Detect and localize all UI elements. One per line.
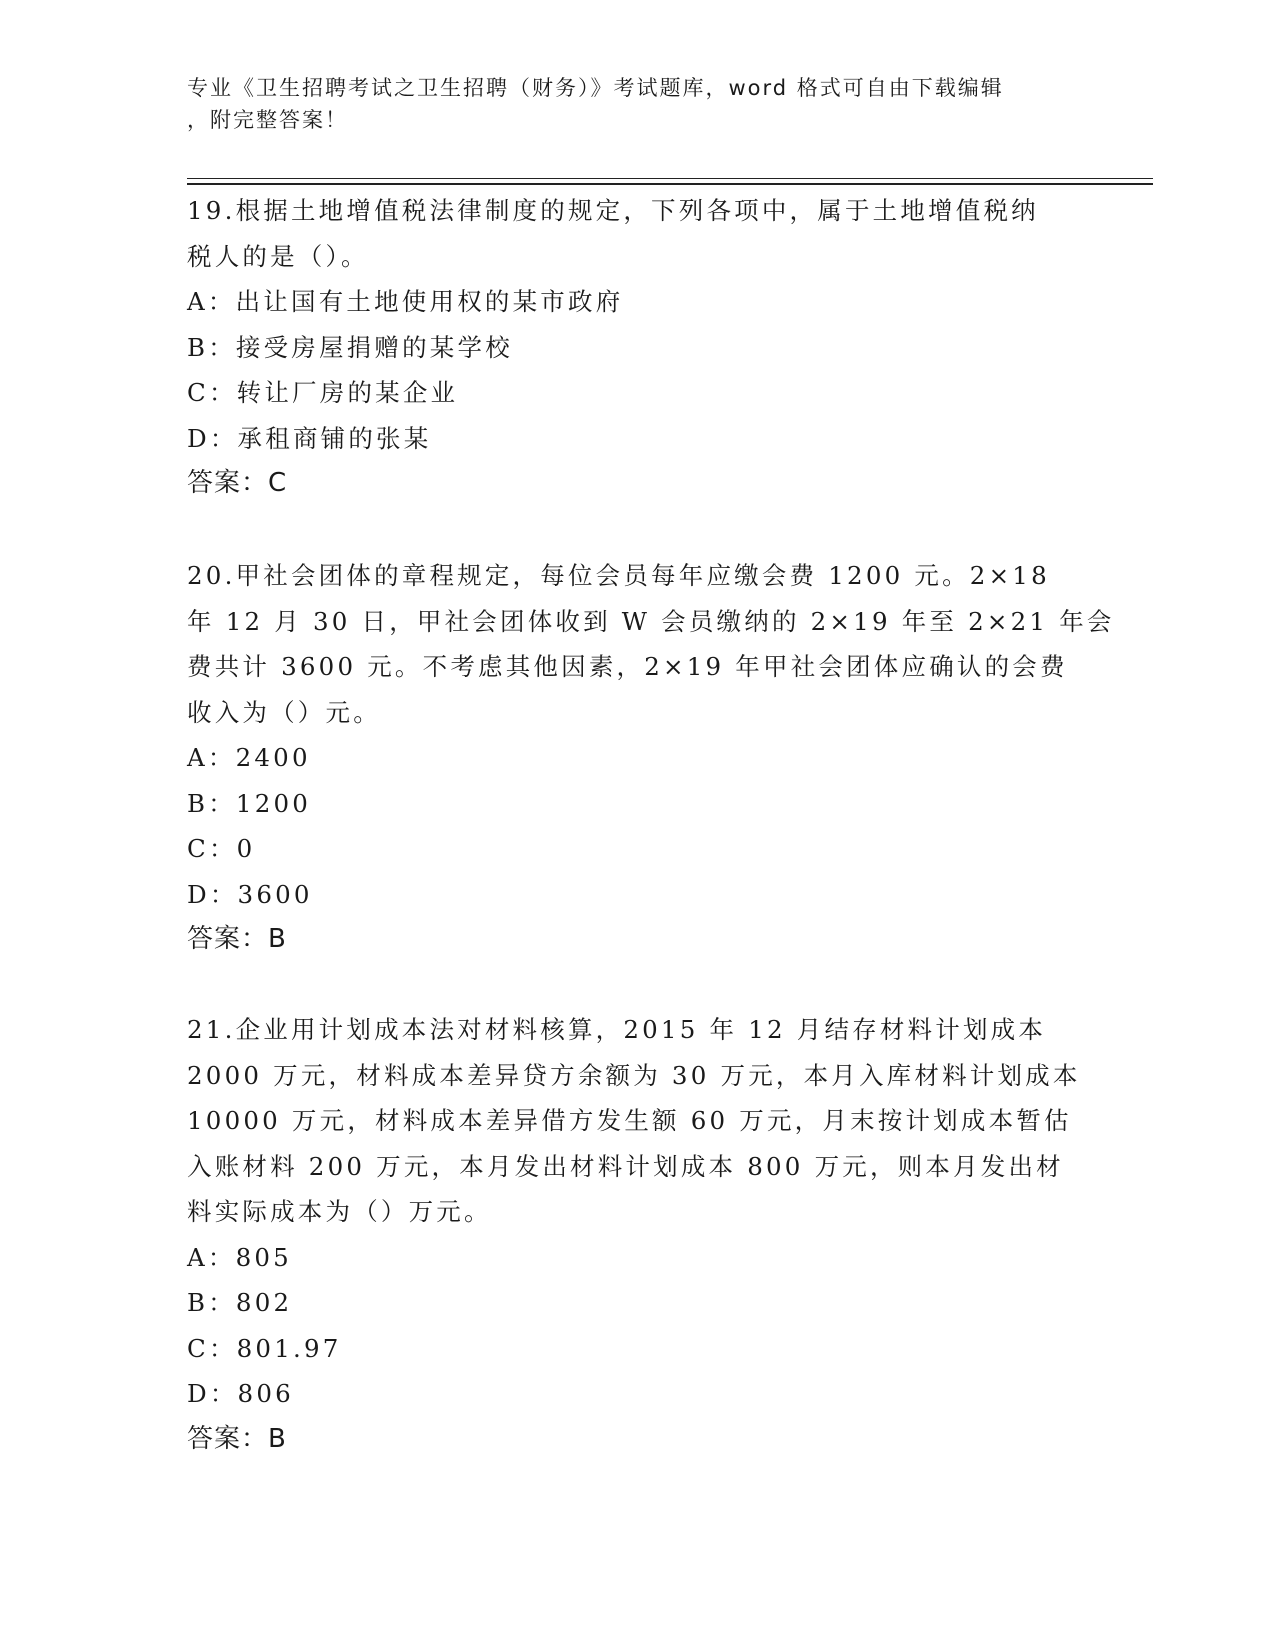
document-header (187, 72, 1067, 136)
option-a: A：出让国有土地使用权的某市政府 (187, 287, 624, 316)
question-text: 料实际成本为（）万元。 (187, 1197, 492, 1226)
answer: 答案：C (187, 468, 288, 498)
answer: 答案：B (187, 924, 287, 954)
option-d: D：3600 (187, 879, 313, 909)
option-b: B：接受房屋捐赠的某学校 (187, 332, 513, 362)
question-text: 21.企业用计划成本法对材料核算，2015 年 12 月结存材料计划成本 (187, 1015, 1047, 1044)
question-21 (187, 1007, 1087, 1462)
question-text: 10000 万元，材料成本差异借方发生额 60 万元，月末按计划成本暂估 (187, 1106, 1072, 1135)
header-line: ，附完整答案！ (187, 108, 348, 132)
header-line: 专业《卫生招聘考试之卫生招聘（财务）》考试题库，word 格式可自由下载编辑 (187, 76, 1004, 100)
option-d: D：806 (187, 1379, 294, 1408)
option-a: A：2400 (187, 743, 311, 772)
option-b: B：1200 (187, 788, 312, 818)
question-text: 收入为（）元。 (187, 697, 381, 727)
question-text: 费共计 3600 元。不考虑其他因素，2×19 年甲社会团体应确认的会费 (187, 652, 1068, 681)
question-text: 2000 万元，材料成本差异贷方余额为 30 万元，本月入库材料计划成本 (187, 1060, 1081, 1090)
option-c: C：转让厂房的某企业 (187, 378, 459, 407)
question-text: 入账材料 200 万元，本月发出材料计划成本 800 万元，则本月发出材 (187, 1151, 1064, 1181)
question-text: 19.根据土地增值税法律制度的规定，下列各项中，属于土地增值税纳 (187, 196, 1039, 225)
question-text: 年 12 月 30 日，甲社会团体收到 W 会员缴纳的 2×19 年至 2×21 年会 (187, 606, 1115, 636)
option-c: C：0 (187, 834, 256, 863)
header-divider-thick (187, 183, 1153, 185)
header-divider-thin (187, 178, 1153, 179)
option-b: B：802 (187, 1288, 293, 1317)
question-text: 20.甲社会团体的章程规定，每位会员每年应缴会费 1200 元。2×18 (187, 561, 1050, 590)
question-text: 税人的是（）。 (187, 241, 369, 271)
answer: 答案：B (187, 1423, 287, 1454)
option-a: A：805 (187, 1242, 292, 1272)
question-20 (187, 553, 1115, 963)
option-d: D：承租商铺的张某 (187, 423, 432, 453)
question-19 (187, 188, 1087, 507)
option-c: C：801.97 (187, 1333, 342, 1363)
